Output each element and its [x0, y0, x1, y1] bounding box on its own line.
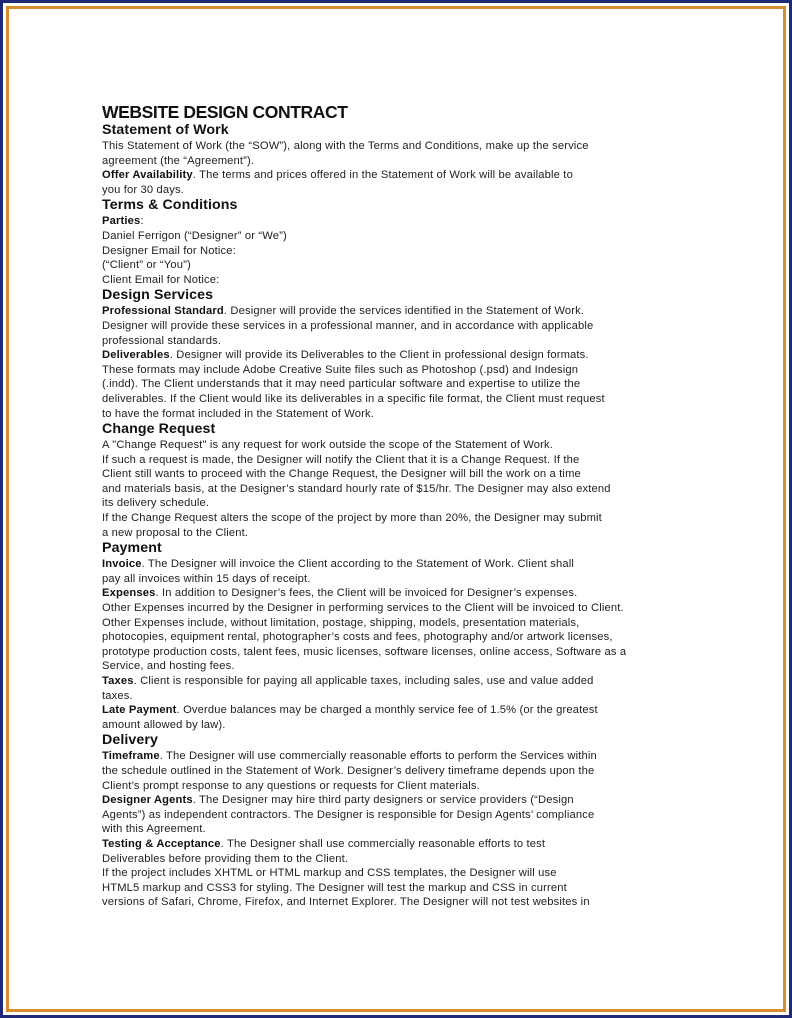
testing-acceptance-line-5: versions of Safari, Chrome, Firefox, and Internet Explorer. The Designer will not test websites in — [102, 896, 590, 909]
section-heading-statement-of-work: Statement of Work — [102, 122, 229, 138]
parties-line-3: (“Client” or “You”) — [102, 259, 191, 272]
taxes-paragraph — [102, 674, 692, 689]
deliverables-line-4: deliverables. If the Client would like its deliverables in a specific file format, the Client must request — [102, 392, 605, 405]
expenses-label: Expenses — [102, 587, 156, 600]
professional-standard-line-3: professional standards. — [102, 334, 222, 347]
change-request-line-4: and materials basis, at the Designer’s standard hourly rate of $15/hr. The Designer may also extend — [102, 482, 611, 495]
deliverables-line-2: These formats may include Adobe Creative Suite files such as Photoshop (.psd) and Indesign — [102, 363, 579, 376]
designer-agents-line-3: with this Agreement. — [102, 823, 206, 836]
parties-line-2: Designer Email for Notice: — [102, 244, 236, 257]
contract-document — [102, 102, 692, 910]
testing-acceptance-paragraph — [102, 837, 692, 852]
designer-agents-line-2: Agents”) as independent contractors. The Designer is responsible for Design Agents’ compliance — [102, 808, 595, 821]
designer-agents-paragraph — [102, 793, 692, 808]
section-heading-change-request: Change Request — [102, 421, 216, 438]
change-request-line-2: If such a request is made, the Designer will notify the Client that it is a Change Request. If the — [102, 453, 580, 466]
testing-acceptance-line-2: Deliverables before providing them to the Client. — [102, 852, 349, 865]
invoice-label: Invoice — [102, 558, 142, 571]
timeframe-line-3: Client’s prompt response to any questions or requests for Client materials. — [102, 779, 480, 792]
late-payment-text: . Overdue balances may be charged a monthly service fee of 1.5% (or the greatest — [176, 704, 598, 717]
deliverables-paragraph — [102, 348, 692, 363]
taxes-label: Taxes — [102, 675, 134, 687]
parties-line-1: Daniel Ferrigon (“Designer” or “We”) — [102, 229, 287, 242]
late-payment-line-2: amount allowed by law). — [102, 718, 226, 731]
deliverables-text: . Designer will provide its Deliverables to the Client in professional design formats. — [169, 349, 589, 362]
professional-standard-label: Professional Standard — [102, 305, 224, 318]
parties-line-4: Client Email for Notice: — [102, 273, 220, 286]
timeframe-paragraph — [102, 749, 692, 764]
change-request-line-1: A "Change Request" is any request for work outside the scope of the Statement of Work. — [102, 439, 553, 452]
timeframe-label: Timeframe — [102, 750, 160, 763]
parties-label-line — [102, 214, 692, 229]
document-title: WEBSITE DESIGN CONTRACT — [102, 102, 348, 122]
section-heading-terms-and-conditions: Terms & Conditions — [102, 197, 238, 214]
sow-line-1: This Statement of Work (the “SOW”), along with the Terms and Conditions, make up the service — [102, 140, 589, 152]
change-request-line-3: Client still wants to proceed with the Change Request, the Designer will bill the work on a time — [102, 468, 581, 481]
professional-standard-line-2: Designer will provide these services in a professional manner, and in accordance with applicable — [102, 319, 594, 332]
taxes-line-2: taxes. — [102, 689, 133, 702]
change-request-line-7: a new proposal to the Client. — [102, 526, 249, 539]
invoice-text: . The Designer will invoice the Client according to the Statement of Work. Client shall — [141, 558, 574, 571]
expenses-line-5: prototype production costs, talent fees, music licenses, software licenses, online access, Software as a — [102, 645, 627, 658]
testing-acceptance-line-3: If the project includes XHTML or HTML markup and CSS templates, the Designer will use — [102, 867, 557, 880]
invoice-paragraph — [102, 557, 692, 572]
designer-agents-label: Designer Agents — [102, 794, 193, 807]
sow-line-2: agreement (the “Agreement”). — [102, 154, 255, 167]
change-request-line-6: If the Change Request alters the scope of the project by more than 20%, the Designer may submit — [102, 512, 602, 525]
late-payment-label: Late Payment — [102, 704, 177, 717]
deliverables-line-3: (.indd). The Client understands that it may need particular software and expertise to utilize the — [102, 378, 581, 391]
offer-availability-line-2: you for 30 days. — [102, 183, 185, 196]
parties-label: Parties — [102, 215, 141, 228]
expenses-paragraph — [102, 586, 692, 601]
late-payment-paragraph — [102, 703, 692, 718]
deliverables-line-5: to have the format included in the Statement of Work. — [102, 407, 375, 420]
expenses-text: . In addition to Designer’s fees, the Client will be invoiced for Designer’s expenses. — [155, 587, 578, 600]
timeframe-text: . The Designer will use commercially reasonable efforts to perform the Services within — [159, 750, 597, 763]
timeframe-line-2: the schedule outlined in the Statement of Work. Designer’s delivery timeframe depends upon the — [102, 764, 595, 777]
testing-acceptance-line-4: HTML5 markup and CSS3 for styling. The Designer will test the markup and CSS in current — [102, 881, 567, 894]
designer-agents-text: . The Designer may hire third party designers or service providers (“Design — [192, 794, 574, 807]
professional-standard-text: . Designer will provide the services identified in the Statement of Work. — [223, 305, 585, 318]
offer-availability-label: Offer Availability — [102, 169, 193, 182]
expenses-line-2: Other Expenses incurred by the Designer in performing services to the Client will be invoiced to Client. — [102, 602, 624, 615]
section-heading-design-services: Design Services — [102, 287, 214, 304]
section-heading-delivery: Delivery — [102, 732, 159, 749]
offer-availability-text: . The terms and prices offered in the Statement of Work will be available to — [192, 169, 573, 182]
expenses-line-3: Other Expenses include, without limitation, postage, shipping, models, presentation materials, — [102, 616, 580, 629]
deliverables-label: Deliverables — [102, 349, 170, 362]
professional-standard-paragraph — [102, 304, 692, 319]
testing-acceptance-text: . The Designer shall use commercially reasonable efforts to test — [220, 837, 546, 850]
change-request-line-5: its delivery schedule. — [102, 497, 210, 510]
expenses-line-4: photocopies, equipment rental, photographer’s costs and fees, photography and/or artwork licenses, — [102, 631, 613, 644]
offer-availability-paragraph — [102, 168, 692, 183]
testing-acceptance-label: Testing & Acceptance — [102, 837, 221, 850]
expenses-line-6: Service, and hosting fees. — [102, 660, 235, 673]
parties-colon: : — [140, 215, 144, 228]
taxes-text: . Client is responsible for paying all applicable taxes, including sales, use and value added — [133, 675, 594, 687]
section-heading-payment: Payment — [102, 540, 162, 557]
invoice-line-2: pay all invoices within 15 days of receipt. — [102, 572, 311, 585]
